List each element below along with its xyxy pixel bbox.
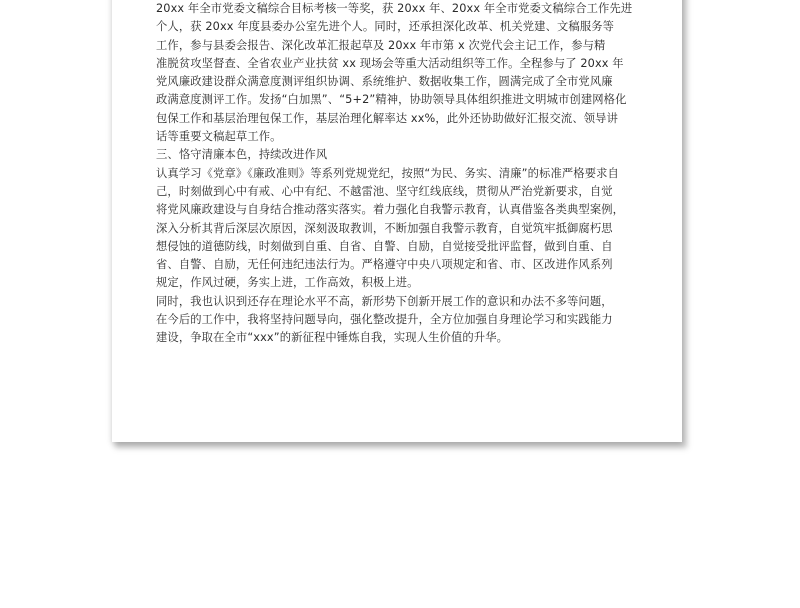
body-line: 己，时刻做到心中有戒、心中有纪、不越雷池、坚守红线底线，贯彻从严治党新要求，自觉: [156, 184, 613, 198]
body-line: 党风廉政建设群众满意度测评组织协调、系统维护、数据收集工作，圆满完成了全市党风廉: [156, 75, 613, 89]
body-line: 认真学习《党章》《廉政准则》等系列党规党纪，按照“为民、务实、清廉”的标准严格要求自: [156, 166, 619, 180]
body-line: 省、自警、自励，无任何违纪违法行为。严格遵守中央八项规定和省、市、区改进作风系列: [156, 258, 613, 272]
body-line: 准脱贫攻坚督查、全省农业产业扶贫 xx 现场会等重大活动组织等工作。全程参与了 20xx 年: [156, 56, 624, 70]
section-heading: 三、恪守清廉本色，持续改进作风: [156, 148, 328, 162]
body-line: 将党风廉政建设与自身结合推动落实落实。着力强化自我警示教育，认真借鉴各类典型案例，: [156, 203, 625, 217]
body-line: 政满意度测评工作。发扬“白加黑”、“5+2”精神，协助领导具体组织推进文明城市创建网格化: [156, 93, 627, 107]
body-line: 个人，获 20xx 年度县委办公室先进个人。同时，还承担深化改革、机关党建、文稿服务等: [156, 20, 615, 34]
body-line: 同时，我也认识到还存在理论水平不高，新形势下创新开展工作的意识和办法不多等问题，: [156, 294, 613, 308]
document-body: [156, 0, 646, 348]
body-line: 工作，参与县委会报告、深化改革汇报起草及 20xx 年市第 x 次党代会主记工作，参与精: [156, 38, 606, 52]
body-line: 话等重要文稿起草工作。: [156, 130, 282, 144]
body-line: 想侵蚀的道德防线，时刻做到自重、自省、自警、自励，自觉接受批评监督，做到自重、自: [156, 239, 613, 253]
body-line: 深入分析其背后深层次原因，深刻汲取教训，不断加强自我警示教育，自觉筑牢抵御腐朽思: [156, 221, 613, 235]
body-line: 包保工作和基层治理包保工作，基层治理化解率达 xx%，此外还协助做好汇报交流、领导讲: [156, 111, 619, 125]
body-line: 建设，争取在全市“xxx”的新征程中锤炼自我，实现人生价值的升华。: [156, 331, 509, 345]
document-page: [112, 0, 682, 442]
body-line: 20xx 年全市党委文稿综合目标考核一等奖，获 20xx 年、20xx 年全市党委文稿综合工作先进: [156, 2, 633, 15]
body-line: 在今后的工作中，我将坚持问题导向，强化整改提升，全方位加强自身理论学习和实践能力: [156, 313, 613, 327]
body-line: 规定，作风过硬，务实上进，工作高效，积极上进。: [156, 276, 419, 290]
